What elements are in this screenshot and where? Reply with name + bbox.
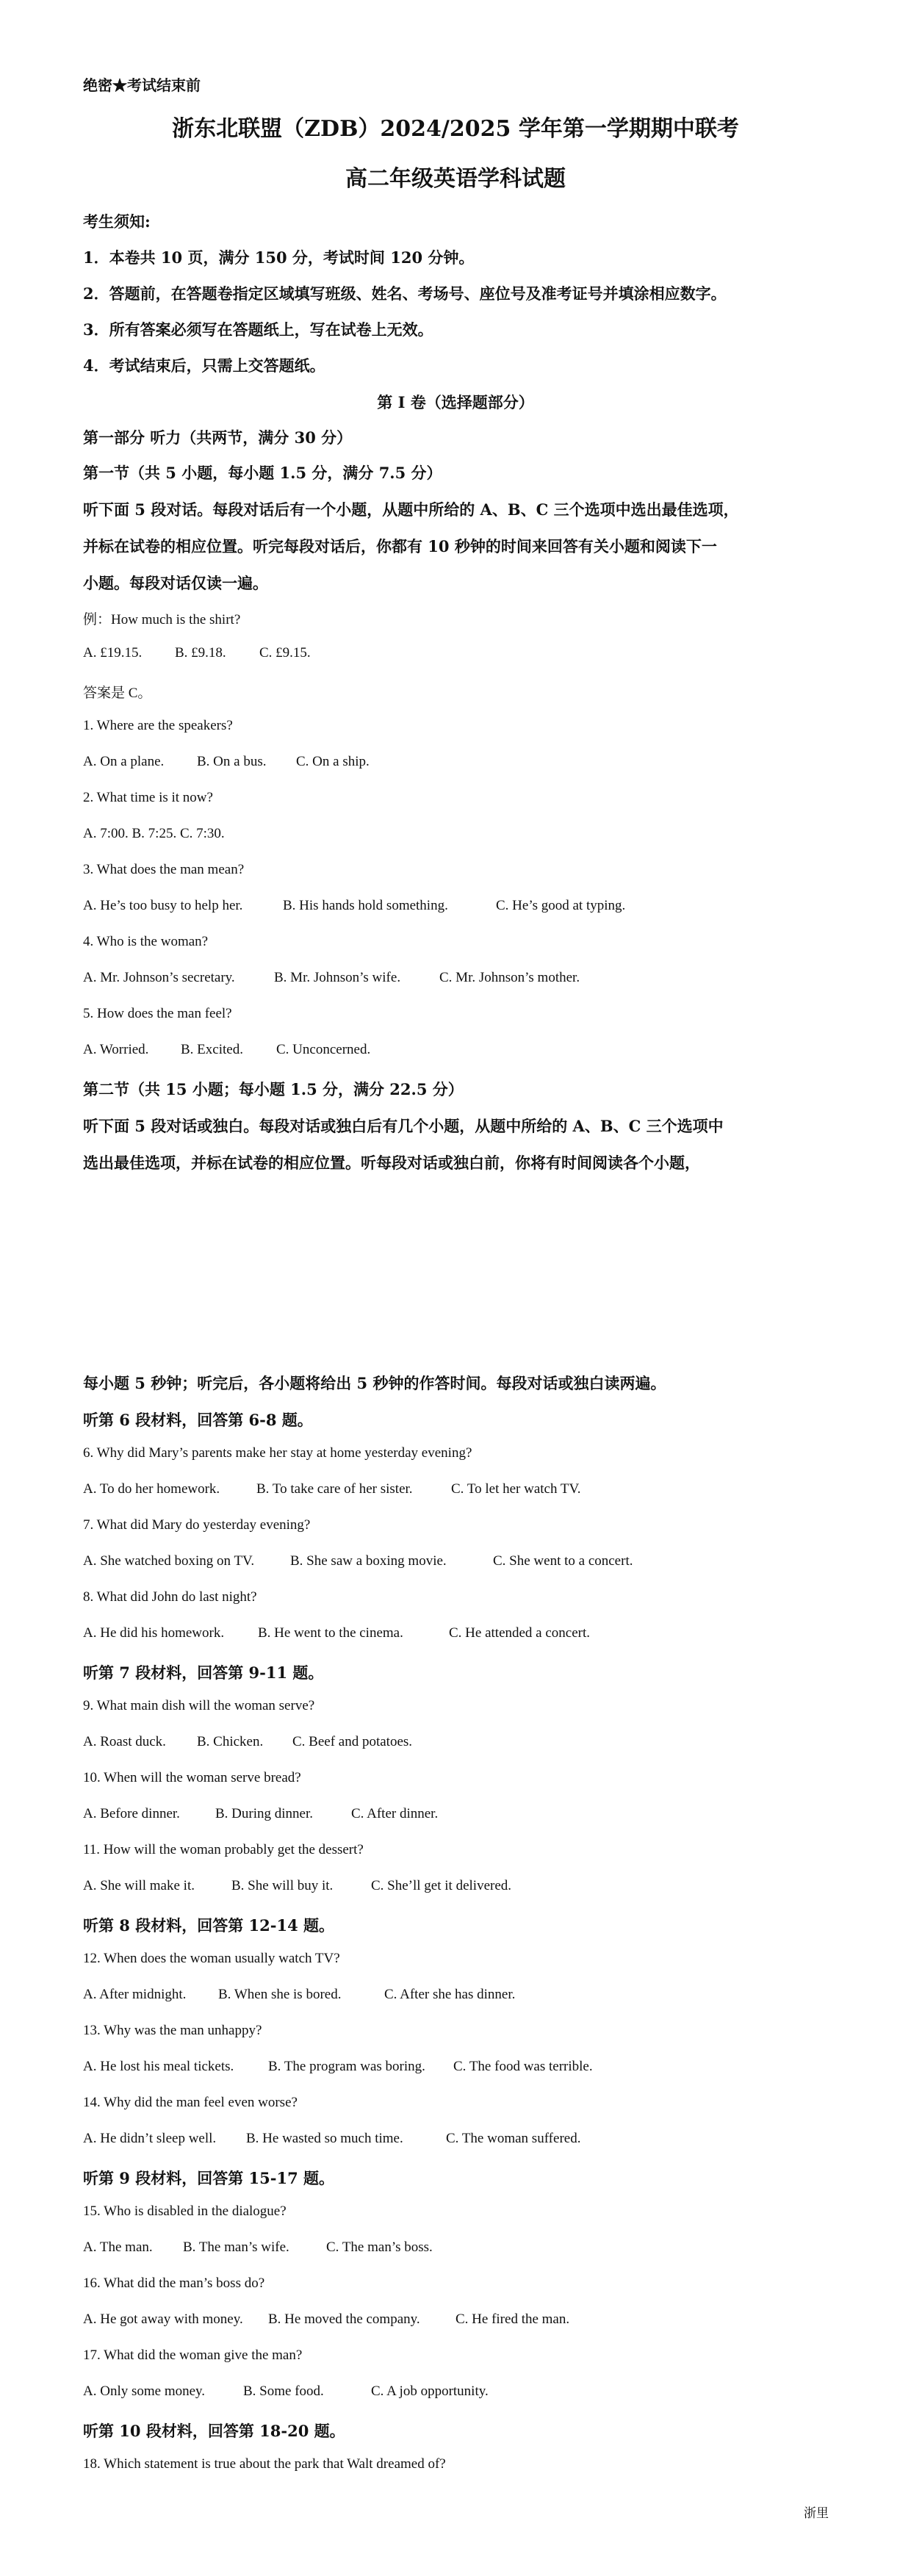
option: A. To do her homework. <box>83 1481 220 1497</box>
option: B. He wasted so much time. <box>246 2131 403 2146</box>
options-3 <box>83 898 625 914</box>
options-17 <box>83 2383 489 2400</box>
option: B. He moved the company. <box>268 2311 420 2327</box>
example-question: 例：How much is the shirt? <box>83 612 241 627</box>
option: B. During dinner. <box>215 1806 313 1821</box>
options-10 <box>83 1806 438 1822</box>
question-7: 7. What did Mary do yesterday evening? <box>83 1517 311 1533</box>
option: B. Some food. <box>243 2383 324 2399</box>
options-2: A. 7:00. B. 7:25. C. 7:30. <box>83 826 225 841</box>
question-1: 1. Where are the speakers? <box>83 718 233 733</box>
option: B. The program was boring. <box>268 2059 425 2074</box>
material-10-heading: 听第 10 段材料，回答第 18-20 题。 <box>83 2422 345 2440</box>
option: C. To let her watch TV. <box>451 1481 581 1497</box>
question-4: 4. Who is the woman? <box>83 934 209 949</box>
options-8 <box>83 1625 590 1641</box>
material-9-heading: 听第 9 段材料，回答第 15-17 题。 <box>83 2169 335 2187</box>
options-6 <box>83 1481 581 1497</box>
options-11 <box>83 1878 511 1894</box>
question-15: 15. Who is disabled in the dialogue? <box>83 2203 287 2219</box>
notice-item: 4．考试结束后，只需上交答题纸。 <box>83 356 325 375</box>
material-6-heading: 听第 6 段材料，回答第 6-8 题。 <box>83 1411 313 1429</box>
option: C. He fired the man. <box>455 2311 570 2327</box>
option: C. After she has dinner. <box>384 1987 516 2002</box>
question-3: 3. What does the man mean? <box>83 862 245 877</box>
options-7 <box>83 1553 633 1569</box>
options-4 <box>83 970 580 986</box>
option: A. He lost his meal tickets. <box>83 2059 234 2074</box>
option: A. She watched boxing on TV. <box>83 1553 255 1569</box>
section1-title: 第一节（共 5 小题，每小题 1.5 分，满分 7.5 分） <box>83 464 442 482</box>
option: C. Beef and potatoes. <box>292 1734 413 1749</box>
option: A. Worried. <box>83 1042 149 1057</box>
section2-instruction: 选出最佳选项，并标在试卷的相应位置。听每段对话或独白前，你将有时间阅读各个小题， <box>83 1154 700 1172</box>
option: B. Chicken. <box>197 1734 264 1749</box>
question-14: 14. Why did the man feel even worse? <box>83 2095 298 2110</box>
options-15 <box>83 2239 433 2256</box>
notice-item: 3．所有答案必须写在答题纸上，写在试卷上无效。 <box>83 320 433 339</box>
example-answer: 答案是 C。 <box>83 686 152 701</box>
question-13: 13. Why was the man unhappy? <box>83 2023 262 2038</box>
notice-item: 2．答题前，在答题卷指定区域填写班级、姓名、考场号、座位号及准考证号并填涂相应数字。 <box>83 284 727 303</box>
options-14 <box>83 2131 580 2147</box>
option: A. Only some money. <box>83 2383 206 2399</box>
option: C. The man’s boss. <box>326 2239 433 2255</box>
option: B. £9.18. <box>175 645 226 661</box>
options-9 <box>83 1734 412 1750</box>
option: C. She went to a concert. <box>493 1553 633 1569</box>
option: A. She will make it. <box>83 1878 195 1893</box>
secret-label: 绝密★考试结束前 <box>83 76 201 94</box>
section1-instruction: 并标在试卷的相应位置。听完每段对话后，你都有 10 秒钟的时间来回答有关小题和阅读下一 <box>83 537 717 555</box>
option: C. The food was terrible. <box>453 2059 593 2074</box>
question-9: 9. What main dish will the woman serve? <box>83 1698 315 1713</box>
option: A. After midnight. <box>83 1987 187 2002</box>
question-18: 18. Which statement is true about the park that Walt dreamed of? <box>83 2456 446 2472</box>
question-8: 8. What did John do last night? <box>83 1589 257 1605</box>
option: A. On a plane. <box>83 754 165 769</box>
page-footer: 浙里 <box>804 2506 829 2521</box>
option: A. Before dinner. <box>83 1806 180 1821</box>
option: B. The man’s wife. <box>183 2239 289 2255</box>
option: C. He attended a concert. <box>449 1625 591 1641</box>
options-5 <box>83 1042 370 1058</box>
options-1 <box>83 754 370 770</box>
question-2: 2. What time is it now? <box>83 790 213 805</box>
option: C. After dinner. <box>351 1806 439 1821</box>
example-options <box>83 645 311 661</box>
option: C. She’ll get it delivered. <box>371 1878 512 1893</box>
notice-item: 1．本卷共 10 页，满分 150 分，考试时间 120 分钟。 <box>83 248 475 267</box>
option: B. She saw a boxing movie. <box>290 1553 447 1569</box>
option: C. The woman suffered. <box>446 2131 581 2146</box>
option: B. Excited. <box>181 1042 243 1057</box>
option: A. Roast duck. <box>83 1734 166 1749</box>
option: B. Mr. Johnson’s wife. <box>274 970 401 985</box>
options-12 <box>83 1987 515 2003</box>
part1-title: 第一部分 听力（共两节，满分 30 分） <box>83 428 353 447</box>
material-8-heading: 听第 8 段材料，回答第 12-14 题。 <box>83 1916 335 1935</box>
option: C. £9.15. <box>259 645 311 661</box>
option: B. She will buy it. <box>231 1878 334 1893</box>
option: A. He’s too busy to help her. <box>83 898 243 913</box>
option: B. When she is bored. <box>218 1987 342 2002</box>
option: A. He did his homework. <box>83 1625 225 1641</box>
option: B. His hands hold something. <box>283 898 448 913</box>
option: C. Mr. Johnson’s mother. <box>439 970 580 985</box>
option: A. Mr. Johnson’s secretary. <box>83 970 235 985</box>
section1-instruction: 小题。每段对话仅读一遍。 <box>83 574 268 592</box>
question-16: 16. What did the man’s boss do? <box>83 2275 265 2291</box>
section1-instruction: 听下面 5 段对话。每段对话后有一个小题，从题中所给的 A、B、C 三个选项中选出最佳选项， <box>83 500 739 519</box>
option: A. He got away with money. <box>83 2311 243 2327</box>
section2-instruction: 听下面 5 段对话或独白。每段对话或独白后有几个小题，从题中所给的 A、B、C 三个选项中 <box>83 1117 724 1135</box>
exam-subtitle: 高二年级英语学科试题 <box>345 166 566 192</box>
material-7-heading: 听第 7 段材料，回答第 9-11 题。 <box>83 1663 324 1682</box>
question-6: 6. Why did Mary’s parents make her stay at home yesterday evening? <box>83 1445 472 1461</box>
question-17: 17. What did the woman give the man? <box>83 2347 303 2363</box>
option: A. £19.15. <box>83 645 143 661</box>
notice-heading: 考生须知: <box>83 212 151 231</box>
section2-title: 第二节（共 15 小题；每小题 1.5 分，满分 22.5 分） <box>83 1080 464 1098</box>
option: C. He’s good at typing. <box>496 898 626 913</box>
section2-instruction: 每小题 5 秒钟；听完后，各小题将给出 5 秒钟的作答时间。每段对话或独白读两遍。 <box>83 1374 666 1392</box>
volume-title: 第 I 卷（选择题部分） <box>377 393 534 411</box>
question-10: 10. When will the woman serve bread? <box>83 1770 301 1785</box>
option: C. Unconcerned. <box>276 1042 371 1057</box>
question-11: 11. How will the woman probably get the dessert? <box>83 1842 364 1857</box>
option: C. On a ship. <box>296 754 370 769</box>
option: B. To take care of her sister. <box>256 1481 413 1497</box>
option: A. He didn’t sleep well. <box>83 2131 217 2146</box>
question-12: 12. When does the woman usually watch TV? <box>83 1951 340 1966</box>
exam-title: 浙东北联盟（ZDB）2024/2025 学年第一学期期中联考 <box>172 116 739 142</box>
option: A. The man. <box>83 2239 153 2255</box>
question-5: 5. How does the man feel? <box>83 1006 232 1021</box>
option: B. He went to the cinema. <box>258 1625 403 1641</box>
option: C. A job opportunity. <box>371 2383 489 2399</box>
options-13 <box>83 2059 593 2075</box>
option: B. On a bus. <box>197 754 267 769</box>
options-16 <box>83 2311 569 2328</box>
